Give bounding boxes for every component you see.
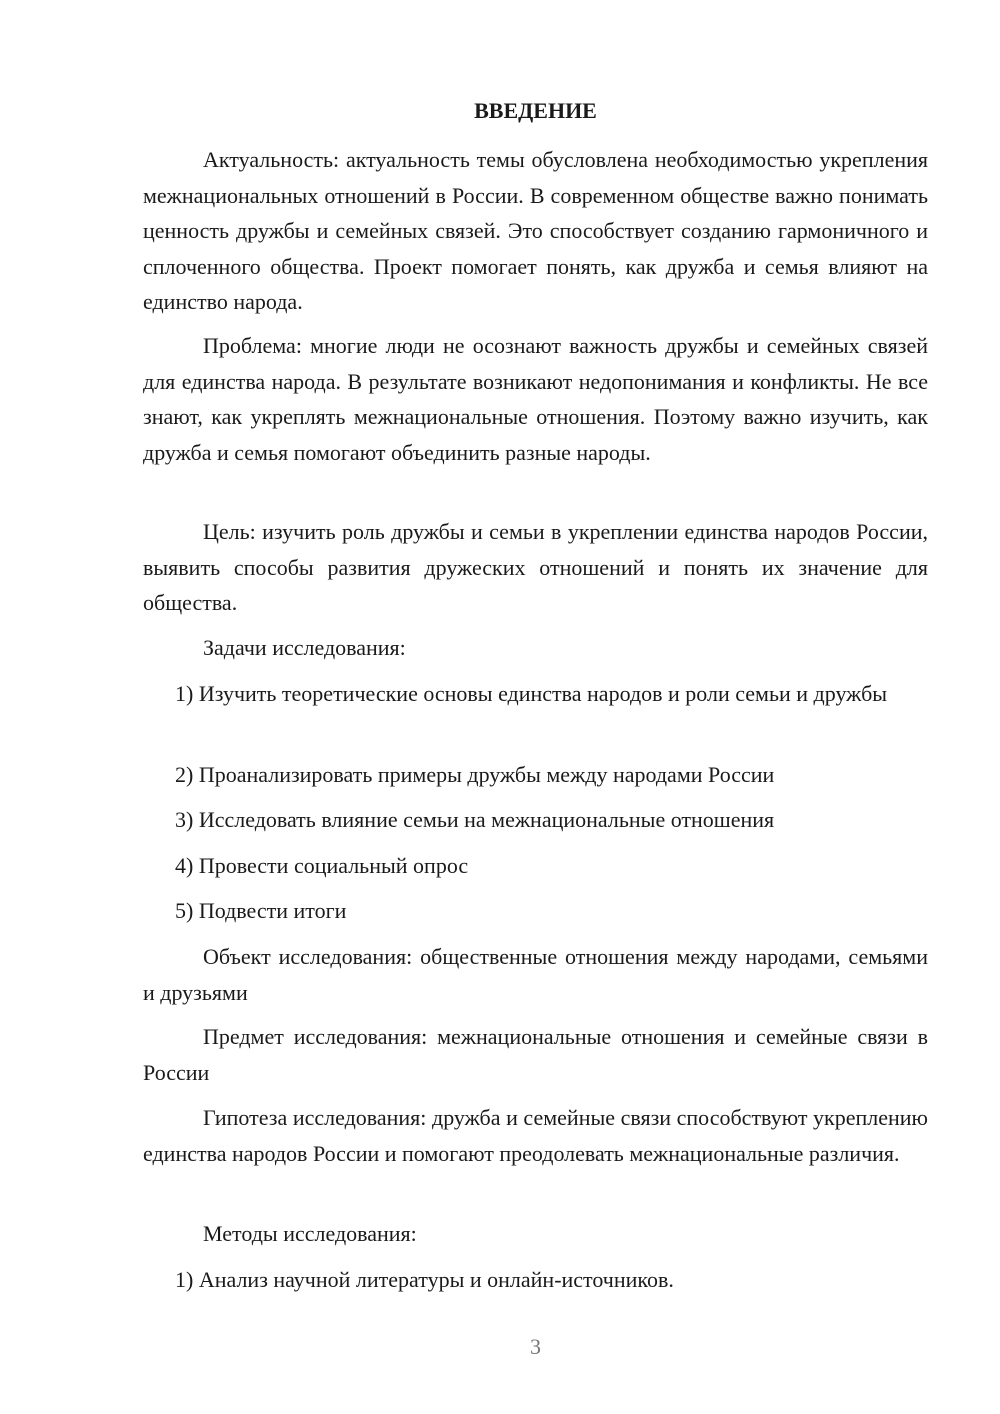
- paragraph-subject: Предмет исследования: межнациональные отношения и семейные связи в России: [143, 1024, 928, 1085]
- page-title: ВВЕДЕНИЕ: [474, 98, 597, 123]
- task-item-5: 5) Подвести итоги: [175, 898, 347, 923]
- paragraph-problem: Проблема: многие люди не осознают важность дружбы и семейных связей для единства народа. В результате возникают недопонимания и конфликты. Не все знают, как укреплять межнациональные отношения. Поэтому важно изучить, как дружба и семья помогают объединить разные народы.: [143, 333, 928, 465]
- method-item-1: 1) Анализ научной литературы и онлайн-источников.: [175, 1267, 674, 1292]
- document-page: [143, 0, 928, 1414]
- task-item-2: 2) Проанализировать примеры дружбы между народами России: [175, 762, 775, 787]
- paragraph-hypothesis: Гипотеза исследования: дружба и семейные связи способствуют укреплению единства народов России и помогают преодолевать межнациональные различия.: [143, 1105, 928, 1166]
- paragraph-object: Объект исследования: общественные отношения между народами, семьями и друзьями: [143, 944, 928, 1005]
- methods-heading: Методы исследования:: [203, 1221, 417, 1246]
- paragraph-relevance: Актуальность: актуальность темы обусловлена необходимостью укрепления межнациональных отношений в России. В современном обществе важно понимать ценность дружбы и семейных связей. Это способствует созданию гармоничного и сплоченного общества. Проект помогает понять, как дружба и семья влияют на единство народа.: [143, 147, 928, 314]
- page-number: 3: [530, 1334, 541, 1359]
- task-item-4: 4) Провести социальный опрос: [175, 853, 469, 878]
- paragraph-goal: Цель: изучить роль дружбы и семьи в укреплении единства народов России, выявить способы развития дружеских отношений и понять их значение для общества.: [143, 519, 928, 615]
- task-item-1: 1) Изучить теоретические основы единства народов и роли семьи и дружбы: [175, 681, 888, 706]
- tasks-heading: Задачи исследования:: [203, 635, 406, 660]
- task-item-3: 3) Исследовать влияние семьи на межнациональные отношения: [175, 807, 775, 832]
